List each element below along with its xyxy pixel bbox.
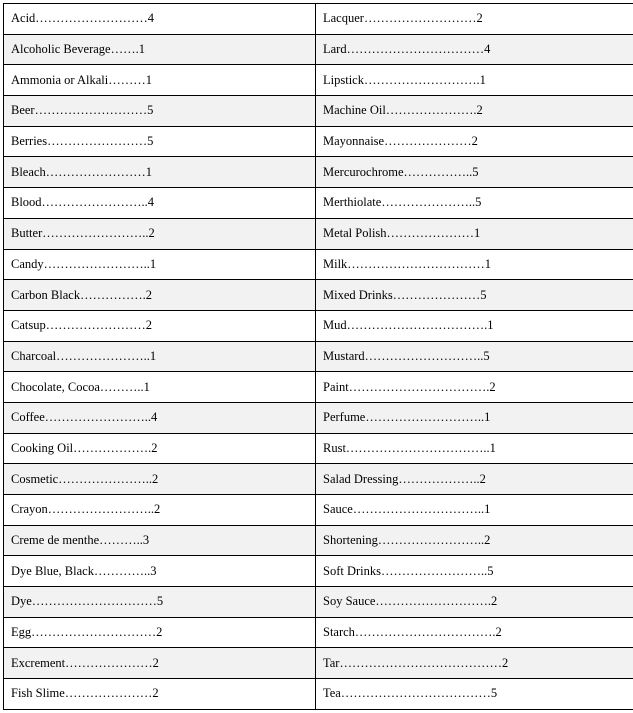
table-row: [4, 280, 633, 311]
table-row: [4, 587, 633, 618]
stain-left-cell: Cooking Oil……………….2: [4, 433, 316, 464]
table-row: [4, 679, 633, 710]
table-row: [4, 617, 633, 648]
stain-left-cell: Candy……………………..1: [4, 249, 316, 280]
stain-left-cell: Creme de menthe………..3: [4, 525, 316, 556]
stain-left-cell: Bleach……………………1: [4, 157, 316, 188]
stain-left-cell: Crayon……………………..2: [4, 495, 316, 526]
table-row: [4, 96, 633, 127]
table-row: [4, 4, 633, 35]
stain-code-table: [3, 3, 633, 710]
stain-right-cell: Mixed Drinks…………………5: [316, 280, 633, 311]
stain-right-cell: Shortening……………………..2: [316, 525, 633, 556]
table-row: [4, 188, 633, 219]
stain-left-cell: Carbon Black…………….2: [4, 280, 316, 311]
stain-right-cell: Soy Sauce……………………….2: [316, 587, 633, 618]
stain-left-cell: Cosmetic…………………..2: [4, 464, 316, 495]
stain-right-cell: Mud…………………………….1: [316, 310, 633, 341]
stain-left-cell: Berries……………………5: [4, 126, 316, 157]
table-row: [4, 464, 633, 495]
table-row: [4, 218, 633, 249]
stain-right-cell: Paint…………………………….2: [316, 372, 633, 403]
table-row: [4, 249, 633, 280]
stain-left-cell: Blood……………………..4: [4, 188, 316, 219]
stain-right-cell: Lacquer………………………2: [316, 4, 633, 35]
stain-right-cell: Lard……………………………4: [316, 34, 633, 65]
stain-left-cell: Coffee……………………..4: [4, 402, 316, 433]
stain-right-cell: Metal Polish…………………1: [316, 218, 633, 249]
stain-left-cell: Beer………………………5: [4, 96, 316, 127]
stain-right-cell: Milk……………………………1: [316, 249, 633, 280]
stain-left-cell: Fish Slime…………………2: [4, 679, 316, 710]
stain-right-cell: Rust……………………………..1: [316, 433, 633, 464]
stain-right-cell: Mustard………………………..5: [316, 341, 633, 372]
table-row: [4, 433, 633, 464]
table-row: [4, 372, 633, 403]
stain-right-cell: Salad Dressing………………..2: [316, 464, 633, 495]
stain-right-cell: Merthiolate…………………..5: [316, 188, 633, 219]
stain-right-cell: Starch…………………………….2: [316, 617, 633, 648]
table-row: [4, 157, 633, 188]
stain-right-cell: Lipstick……………………….1: [316, 65, 633, 96]
stain-left-cell: Butter……………………..2: [4, 218, 316, 249]
table-body: [4, 4, 633, 710]
stain-right-cell: Mercurochrome……………..5: [316, 157, 633, 188]
stain-right-cell: Soft Drinks……………………..5: [316, 556, 633, 587]
table-row: [4, 556, 633, 587]
stain-left-cell: Dye…………………………5: [4, 587, 316, 618]
stain-left-cell: Acid………………………4: [4, 4, 316, 35]
table-row: [4, 310, 633, 341]
stain-code-sheet: [3, 3, 629, 709]
table-row: [4, 34, 633, 65]
table-row: [4, 402, 633, 433]
stain-left-cell: Dye Blue, Black…………..3: [4, 556, 316, 587]
table-row: [4, 525, 633, 556]
stain-left-cell: Charcoal…………………..1: [4, 341, 316, 372]
stain-left-cell: Catsup……………………2: [4, 310, 316, 341]
stain-left-cell: Egg…………………………2: [4, 617, 316, 648]
stain-right-cell: Perfume………………………..1: [316, 402, 633, 433]
stain-right-cell: Tar…………………………………2: [316, 648, 633, 679]
stain-right-cell: Sauce…………………………..1: [316, 495, 633, 526]
stain-right-cell: Machine Oil………………….2: [316, 96, 633, 127]
stain-left-cell: Ammonia or Alkali………1: [4, 65, 316, 96]
stain-left-cell: Excrement…………………2: [4, 648, 316, 679]
stain-left-cell: Alcoholic Beverage…….1: [4, 34, 316, 65]
stain-left-cell: Chocolate, Cocoa………..1: [4, 372, 316, 403]
table-row: [4, 126, 633, 157]
table-row: [4, 648, 633, 679]
stain-right-cell: Mayonnaise…………………2: [316, 126, 633, 157]
table-row: [4, 495, 633, 526]
table-row: [4, 65, 633, 96]
stain-right-cell: Tea………………………………5: [316, 679, 633, 710]
table-row: [4, 341, 633, 372]
